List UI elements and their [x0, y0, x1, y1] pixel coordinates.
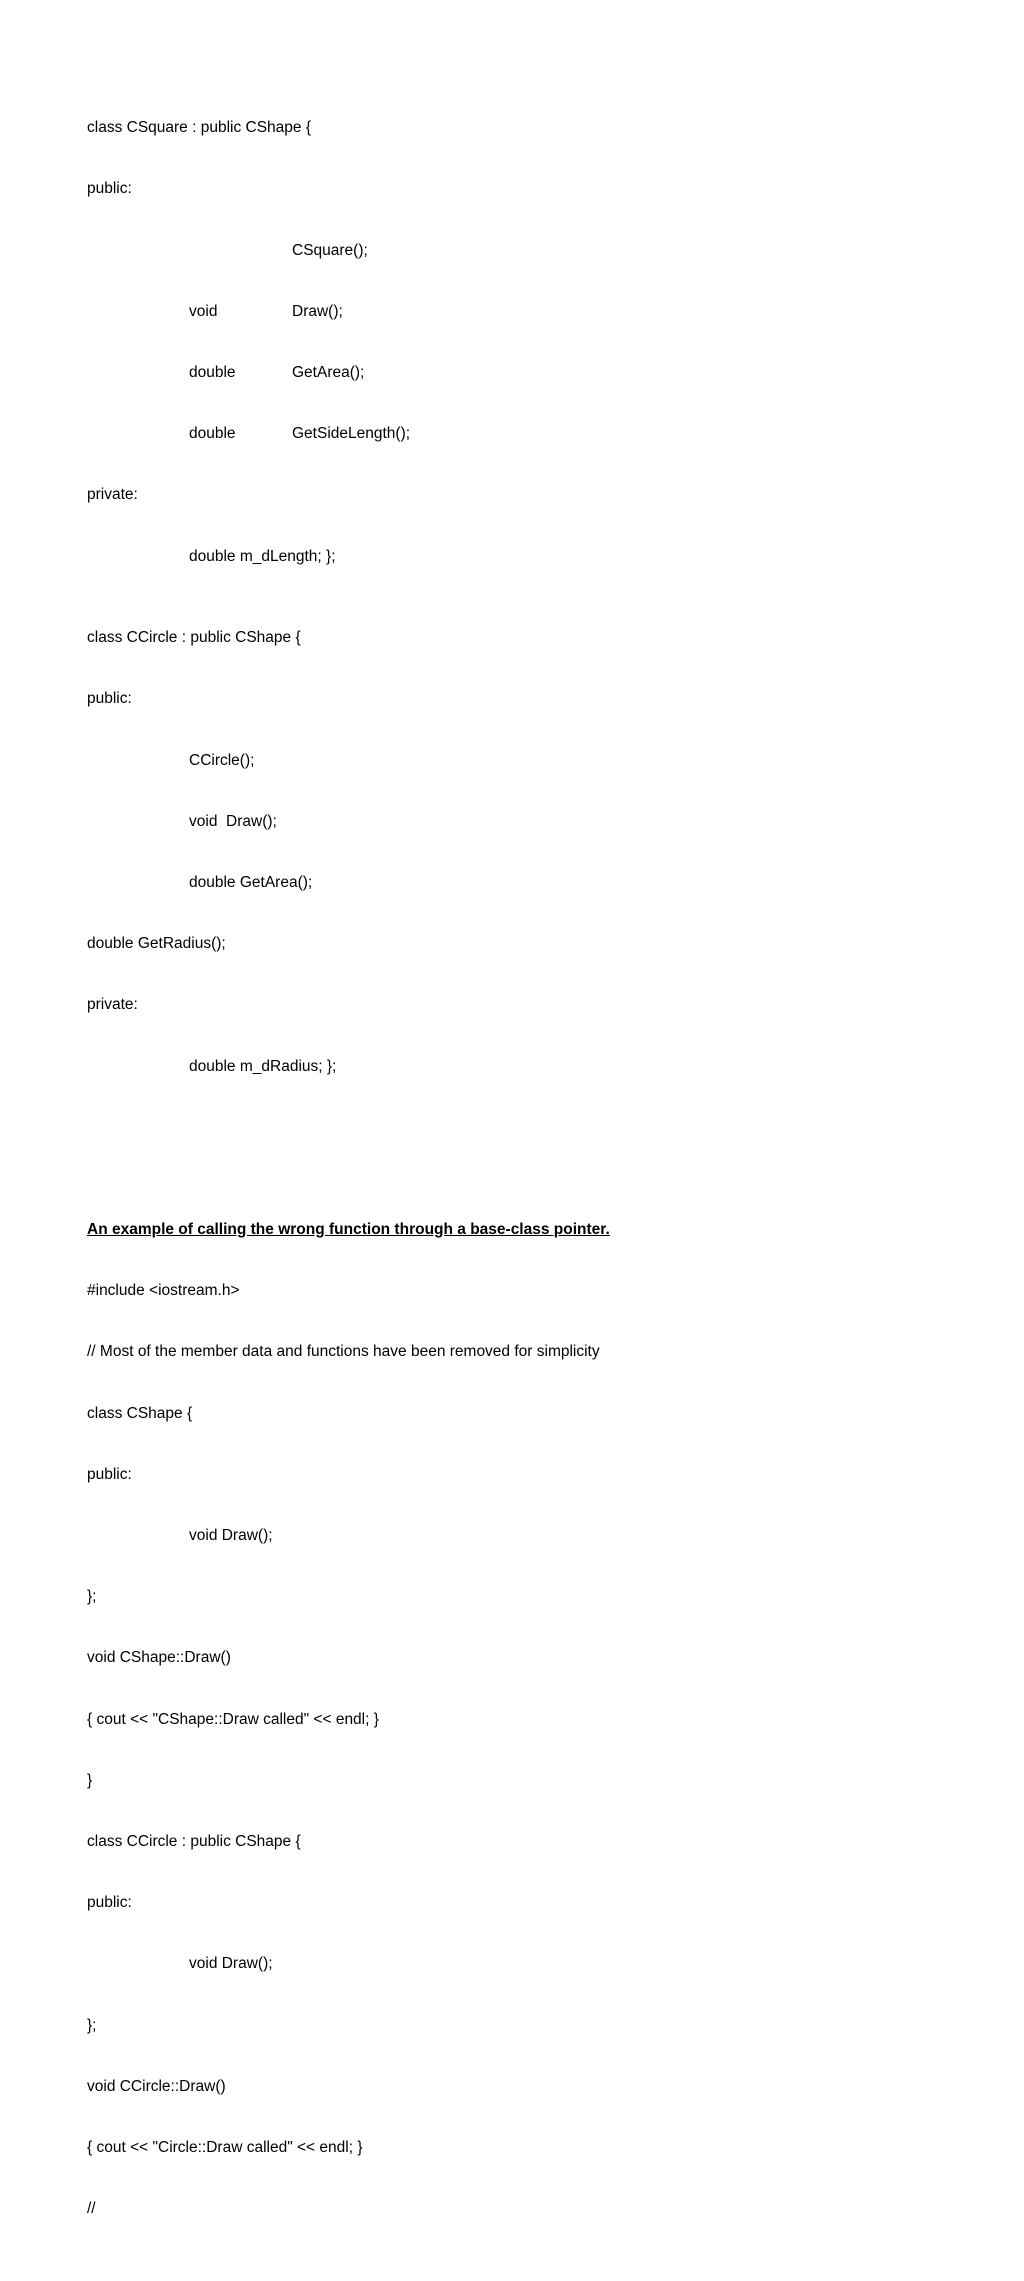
- code-line: public:: [87, 1894, 132, 1912]
- blank-line: [87, 1138, 987, 1158]
- code-line: private:: [87, 996, 138, 1014]
- code-line: public:: [87, 180, 132, 198]
- code-line: [87, 363, 987, 383]
- code-line: public:: [87, 690, 132, 708]
- code-line: void CShape::Draw(): [87, 1649, 231, 1667]
- type-keyword: void: [189, 302, 218, 320]
- method-name: GetSideLength();: [292, 425, 411, 443]
- code-line: class CShape {: [87, 1404, 193, 1422]
- code-line: void Draw();: [189, 812, 277, 830]
- code-line: };: [87, 2016, 97, 2034]
- code-line: }: [87, 1771, 93, 1789]
- code-line: double m_dRadius; };: [189, 1057, 337, 1075]
- code-line: #include <iostream.h>: [87, 1282, 240, 1300]
- code-listing: [87, 57, 987, 2281]
- code-line: { cout << "Circle::Draw called" << endl; }: [87, 2138, 363, 2156]
- code-line: CSquare();: [292, 241, 368, 259]
- code-line: private:: [87, 486, 138, 504]
- type-keyword: double: [189, 364, 236, 382]
- code-comment: //: [87, 2200, 96, 2218]
- type-keyword: double: [189, 425, 236, 443]
- code-line: public:: [87, 1465, 132, 1483]
- code-line: class CCircle : public CShape {: [87, 1832, 301, 1850]
- code-line: double GetRadius();: [87, 935, 226, 953]
- code-line: double m_dLength; };: [189, 547, 336, 565]
- code-line: class CCircle : public CShape {: [87, 629, 301, 647]
- code-line: class CSquare : public CShape {: [87, 119, 312, 137]
- code-line: void CCircle::Draw(): [87, 2077, 226, 2095]
- code-line: double GetArea();: [189, 874, 313, 892]
- code-line: [87, 302, 987, 322]
- method-name: Draw();: [292, 302, 343, 320]
- code-line: { cout << "CShape::Draw called" << endl; }: [87, 1710, 379, 1728]
- code-line: void Draw();: [189, 1526, 273, 1544]
- code-line: CCircle();: [189, 751, 255, 769]
- code-line: };: [87, 1588, 97, 1606]
- section-heading: An example of calling the wrong function through a base-class pointer.: [87, 1220, 610, 1238]
- code-line: [87, 424, 987, 444]
- method-name: GetArea();: [292, 364, 365, 382]
- code-comment: // Most of the member data and functions have been removed for simplicity: [87, 1343, 600, 1361]
- code-line: void Draw();: [189, 1955, 273, 1973]
